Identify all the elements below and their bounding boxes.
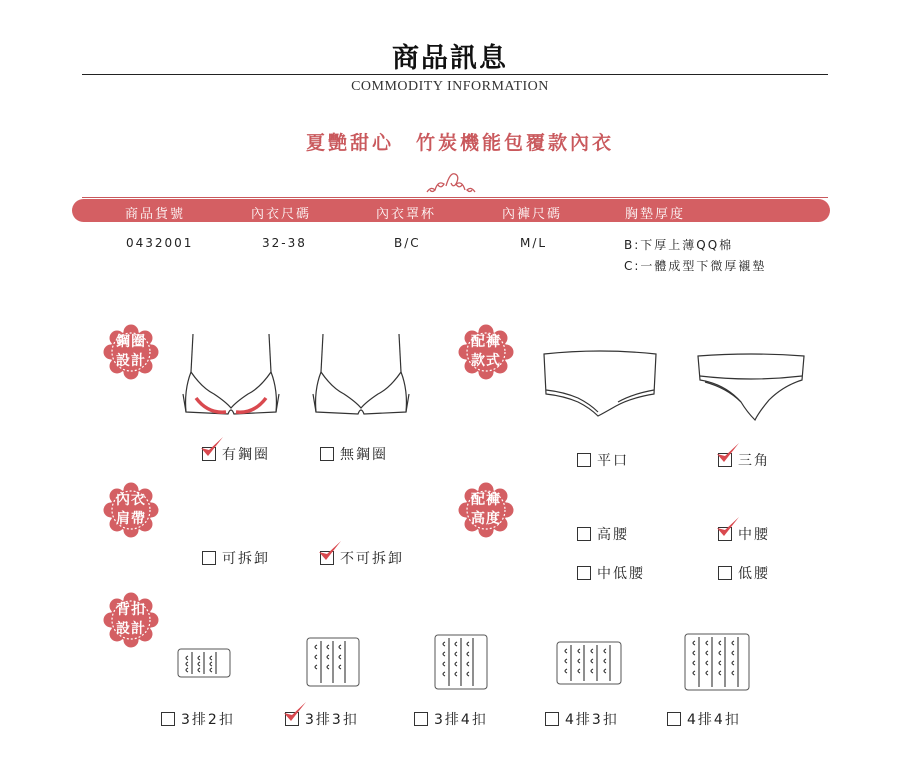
column-header-pad: 胸墊厚度 [625, 207, 686, 222]
swirl-ornament-icon [425, 170, 485, 196]
option-hook-3x4[interactable] [414, 709, 488, 729]
option-label: 4排3扣 [565, 712, 619, 728]
badge-strap-line2: 肩帶 [116, 511, 146, 527]
page-subtitle: COMMODITY INFORMATION [351, 79, 549, 94]
option-hook-4x3[interactable] [545, 709, 619, 729]
checkbox[interactable] [667, 712, 681, 726]
option-hook-4x4[interactable] [667, 709, 741, 729]
panty-boyshort-icon [540, 350, 660, 420]
column-header-panty-size: 內褲尺碼 [502, 207, 563, 222]
option-underwire-no[interactable] [320, 444, 388, 464]
badge-panty-style-line1: 配褲 [471, 334, 501, 350]
checkbox[interactable] [577, 527, 591, 541]
option-rise-mid-low[interactable] [577, 563, 645, 583]
badge-strap-line1: 內衣 [116, 492, 146, 508]
option-label: 不可拆卸 [340, 551, 404, 567]
option-rise-mid[interactable] [718, 524, 770, 544]
option-label: 無鋼圈 [340, 447, 388, 463]
checkmark-icon [715, 442, 741, 466]
badge-underwire-line1: 鋼圈 [116, 334, 146, 350]
checkbox[interactable] [161, 712, 175, 726]
hook-3x2-icon [177, 648, 231, 678]
table-top-line [82, 197, 828, 198]
option-label: 中低腰 [597, 566, 645, 582]
checkbox[interactable] [202, 447, 216, 461]
badge-hook [103, 592, 159, 648]
badge-underwire [103, 324, 159, 380]
hook-4x4-icon [684, 633, 750, 691]
checkbox[interactable] [320, 551, 334, 565]
badge-panty-rise-line2: 高度 [471, 511, 501, 527]
option-strap-fixed[interactable] [320, 548, 404, 568]
cell-item-no: 0432001 [126, 236, 194, 250]
hook-4x3-icon [556, 641, 622, 685]
checkmark-icon [317, 540, 343, 564]
badge-panty-rise [458, 482, 514, 538]
cell-panty-size: M/L [520, 236, 548, 250]
checkbox[interactable] [285, 712, 299, 726]
hook-3x3-icon [306, 637, 360, 687]
checkbox[interactable] [718, 566, 732, 580]
badge-panty-rise-line1: 配褲 [471, 492, 501, 508]
option-label: 三角 [738, 453, 770, 469]
checkbox[interactable] [320, 447, 334, 461]
option-label: 高腰 [597, 527, 629, 543]
page-title: 商品訊息 [392, 43, 508, 74]
option-strap-removable[interactable] [202, 548, 270, 568]
checkbox[interactable] [718, 527, 732, 541]
checkmark-icon [715, 516, 741, 540]
option-rise-low[interactable] [718, 563, 770, 583]
option-panty-brief[interactable] [718, 450, 770, 470]
option-label: 3排3扣 [305, 712, 359, 728]
checkbox[interactable] [577, 453, 591, 467]
badge-panty-style-line2: 款式 [471, 353, 501, 369]
panty-brief-icon [695, 352, 807, 424]
hook-3x4-icon [434, 634, 488, 690]
option-label: 3排4扣 [434, 712, 488, 728]
option-panty-boyshort[interactable] [577, 450, 629, 470]
bra-underwire-icon [178, 332, 284, 420]
option-underwire-yes[interactable] [202, 444, 270, 464]
option-label: 有鋼圈 [222, 447, 270, 463]
option-rise-high[interactable] [577, 524, 629, 544]
badge-hook-line1: 背扣 [116, 602, 146, 618]
badge-hook-line2: 設計 [116, 621, 146, 637]
cell-bra-size: 32-38 [262, 236, 307, 250]
bra-no-underwire-icon [308, 332, 414, 420]
option-hook-3x3[interactable] [285, 709, 359, 729]
checkbox[interactable] [202, 551, 216, 565]
checkmark-icon [199, 436, 225, 460]
table-header-bar [72, 199, 830, 222]
title-divider [82, 74, 828, 75]
option-label: 可拆卸 [222, 551, 270, 567]
checkbox[interactable] [414, 712, 428, 726]
option-label: 平口 [597, 453, 629, 469]
badge-panty-style [458, 324, 514, 380]
badge-underwire-line2: 設計 [116, 353, 146, 369]
option-label: 3排2扣 [181, 712, 235, 728]
checkbox[interactable] [577, 566, 591, 580]
checkbox[interactable] [718, 453, 732, 467]
option-label: 中腰 [738, 527, 770, 543]
badge-strap [103, 482, 159, 538]
cell-cup: B/C [394, 236, 421, 250]
column-header-item-no: 商品貨號 [125, 207, 186, 222]
cell-pad-b: B:下厚上薄QQ棉 [624, 238, 734, 252]
column-header-bra-size: 內衣尺碼 [251, 207, 312, 222]
option-label: 4排4扣 [687, 712, 741, 728]
checkmark-icon [282, 701, 308, 725]
checkbox[interactable] [545, 712, 559, 726]
column-header-cup: 內衣罩杯 [376, 207, 437, 222]
product-name: 夏艷甜心 竹炭機能包覆款內衣 [305, 132, 614, 154]
cell-pad-c: C:一體成型下微厚襯墊 [624, 259, 767, 273]
option-label: 低腰 [738, 566, 770, 582]
option-hook-3x2[interactable] [161, 709, 235, 729]
